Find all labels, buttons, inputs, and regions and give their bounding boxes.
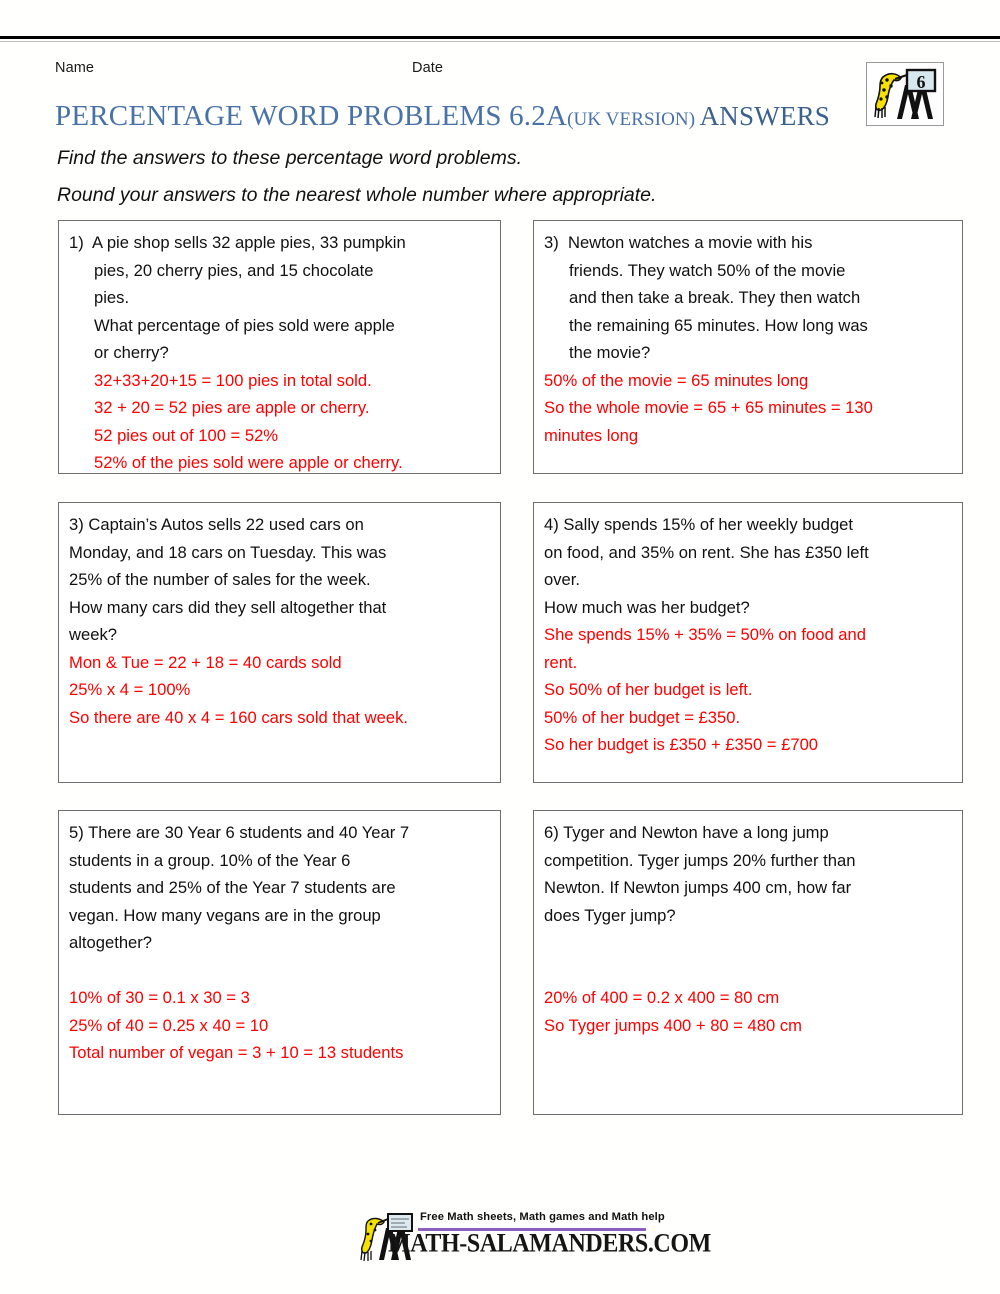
answer-line: So Tyger jumps 400 + 80 = 480 cm: [544, 1015, 802, 1035]
question-line: over.: [544, 570, 580, 589]
answer-line: 25% x 4 = 100%: [69, 680, 191, 699]
question-line: pies.: [94, 288, 130, 307]
question-line: What percentage of pies sold were apple: [94, 315, 395, 335]
answer-line: So there are 40 x 4 = 160 cars sold that week.: [69, 707, 408, 727]
question-line: Monday, and 18 cars on Tuesday. This was: [69, 542, 387, 562]
problem-box-5: [58, 810, 501, 1115]
spacer-line: [544, 929, 952, 957]
question-line: the remaining 65 minutes. How long was: [569, 315, 868, 335]
answer-line: So her budget is £350 + £350 = £700: [544, 735, 819, 754]
answer-line: She spends 15% + 35% = 50% on food and: [544, 625, 866, 644]
easel-number: 6: [916, 72, 926, 92]
question-line: 5) There are 30 Year 6 students and 40 Year 7: [69, 823, 410, 842]
question-line: 25% of the number of sales for the week.: [69, 570, 371, 589]
question-line: vegan. How many vegans are in the group: [69, 905, 381, 925]
question-line: the movie?: [569, 343, 651, 362]
question-line: altogether?: [69, 933, 153, 952]
date-label: Date: [412, 60, 444, 76]
answer-line: 25% of 40 = 0.25 x 40 = 10: [69, 1015, 269, 1035]
answer-line: So 50% of her budget is left.: [544, 680, 753, 699]
question-line: does Tyger jump?: [544, 905, 676, 925]
answer-line: 50% of her budget = £350.: [544, 707, 741, 727]
title-main: PERCENTAGE WORD PROBLEMS 6.2A: [55, 100, 568, 132]
footer-tagline: Free Math sheets, Math games and Math help: [420, 1211, 665, 1223]
instruction-line-1: Find the answers to these percentage word problems.: [57, 147, 523, 169]
question-line: How much was her budget?: [544, 597, 750, 617]
question-line: and then take a break. They then watch: [569, 288, 861, 307]
instruction-line-2: Round your answers to the nearest whole number where appropriate.: [57, 184, 657, 206]
answer-line: So the whole movie = 65 + 65 minutes = 130: [544, 398, 873, 417]
spacer-line: [69, 957, 490, 985]
question-line: competition. Tyger jumps 20% further than: [544, 850, 856, 870]
question-line: 1) A pie shop sells 32 apple pies, 33 pumpkin: [69, 233, 406, 252]
question-line: pies, 20 cherry pies, and 15 chocolate: [94, 260, 374, 280]
answer-line: Mon & Tue = 22 + 18 = 40 cards sold: [69, 652, 342, 672]
answer-line: 52% of the pies sold were apple or cherry.: [94, 453, 403, 472]
question-line: week?: [69, 625, 117, 644]
answer-line: 32+33+20+15 = 100 pies in total sold.: [94, 370, 372, 390]
name-label: Name: [55, 60, 95, 76]
problem-box-3: [58, 502, 501, 783]
answer-line: 10% of 30 = 0.1 x 30 = 3: [69, 988, 250, 1007]
question-line: or cherry?: [94, 343, 169, 362]
question-line: Newton. If Newton jumps 400 cm, how far: [544, 878, 852, 897]
question-line: friends. They watch 50% of the movie: [569, 260, 846, 280]
problem-box-1: [58, 220, 501, 474]
title-answers: ANSWERS: [699, 101, 831, 131]
spacer-line: [544, 957, 952, 985]
question-line: 3) Newton watches a movie with his: [544, 233, 813, 252]
question-line: How many cars did they sell altogether that: [69, 597, 387, 617]
answer-line: 20% of 400 = 0.2 x 400 = 80 cm: [544, 988, 780, 1007]
footer-branding: [358, 1208, 711, 1264]
question-line: 3) Captain’s Autos sells 22 used cars on: [69, 515, 364, 534]
title-version: (UK VERSION): [567, 109, 696, 130]
problem-box-6: [533, 810, 963, 1115]
question-line: students in a group. 10% of the Year 6: [69, 850, 351, 870]
question-line: on food, and 35% on rent. She has £350 left: [544, 542, 869, 562]
footer-site-name: MATH-SALAMANDERS.COM: [388, 1230, 711, 1259]
answer-line: Total number of vegan = 3 + 10 = 13 students: [69, 1043, 404, 1062]
question-line: 6) Tyger and Newton have a long jump: [544, 823, 829, 842]
answer-line: rent.: [544, 652, 578, 672]
question-line: 4) Sally spends 15% of her weekly budget: [544, 515, 854, 534]
answer-line: 50% of the movie = 65 minutes long: [544, 370, 809, 390]
problem-box-4: [533, 502, 963, 783]
answer-line: minutes long: [544, 425, 639, 445]
answer-line: 32 + 20 = 52 pies are apple or cherry.: [94, 398, 370, 417]
answer-line: 52 pies out of 100 = 52%: [94, 425, 279, 445]
problem-box-2: [533, 220, 963, 474]
question-line: students and 25% of the Year 7 students are: [69, 878, 396, 897]
